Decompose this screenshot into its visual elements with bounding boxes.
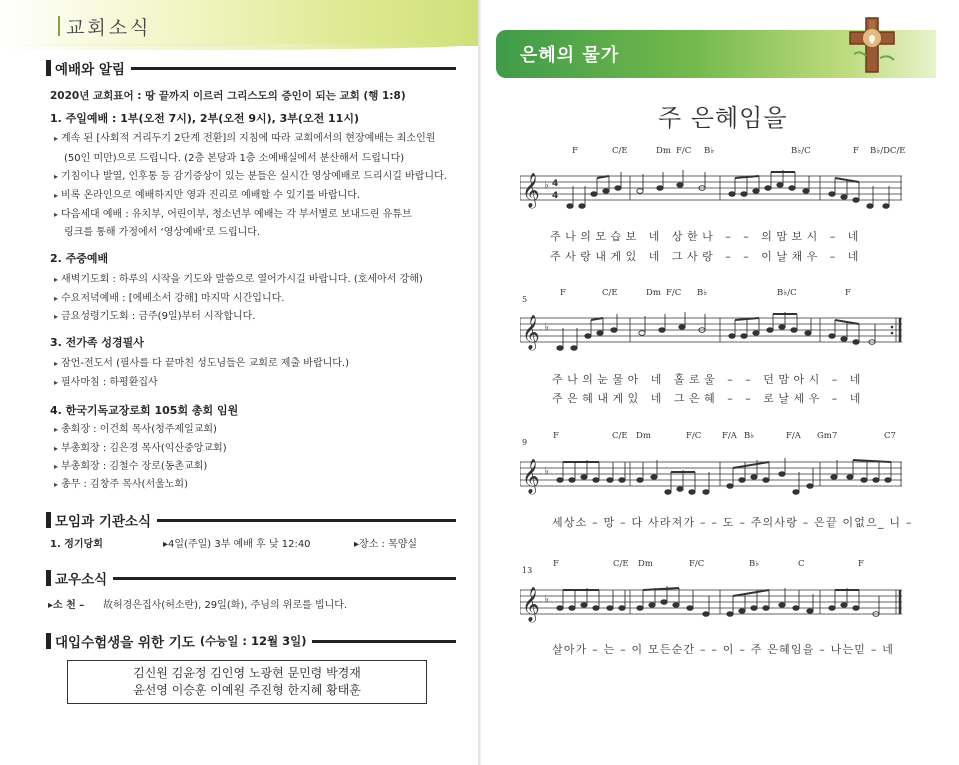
sunday-worship-title: 1. 주일예배 : 1부(오전 7시), 2부(오전 9시), 3부(오전 11시): [50, 112, 359, 125]
page-title: 교회소식: [66, 17, 152, 39]
chord-label: C/E: [602, 288, 618, 298]
cross-icon: [836, 14, 908, 76]
chord-label: Gm7: [817, 431, 838, 441]
chord-label: B♭: [704, 146, 715, 156]
hymn-page: [480, 0, 959, 765]
section-title: 대입수험생을 위한 기도: [55, 635, 195, 651]
chord-label: B♭/C: [777, 288, 797, 298]
chord-label: C: [798, 559, 805, 569]
music-staff-3: [520, 448, 902, 508]
meeting-place: ▸장소 : 목양실: [354, 539, 418, 550]
section-title: 예배와 알림: [55, 62, 125, 78]
list-item: ▸ 총회장 : 이건희 목사(청주제일교회): [54, 420, 217, 435]
section-title: 모임과 기관소식: [55, 514, 151, 530]
heading-rule: [113, 577, 456, 580]
chord-label: B♭: [749, 559, 760, 569]
chord-label: F: [845, 288, 851, 298]
exam-date-note: (수능일 : 12월 3일): [199, 634, 307, 648]
chord-label: C/E: [613, 559, 629, 569]
chord-label: F: [572, 146, 578, 156]
chord-label: C/E: [612, 146, 628, 156]
chord-label: B♭/DC/E: [870, 146, 906, 156]
student-names-line: 윤선영 이승훈 이예원 주진형 한지혜 황태훈: [133, 683, 361, 697]
svg-text:♭: ♭: [544, 180, 549, 191]
list-item: ▸ 새벽기도회 : 하루의 시작을 기도와 말씀으로 열어가시길 바랍니다. (호세아서 강해): [54, 270, 423, 285]
band-title: 은혜의 물가: [520, 45, 620, 66]
heading-rule: [312, 640, 456, 643]
chord-label: F/C: [666, 288, 682, 298]
assembly-officers-title: 4. 한국기독교장로회 105회 총회 임원: [50, 404, 239, 417]
chord-label: Dm: [656, 146, 671, 156]
chord-label: B♭/C: [791, 146, 811, 156]
list-item-continued: 링크를 통해 가정에서 ‘영상예배’로 드립니다.: [64, 227, 261, 238]
list-item: ▸ 수요저녁예배 : [에베소서 강해] 마지막 시간입니다.: [54, 289, 284, 304]
chord-label: Dm: [636, 431, 651, 441]
member-news-text: 故허경은집사(허소란), 29일(화), 주님의 위로를 빕니다.: [103, 600, 348, 611]
lyrics-line: 주사랑내게있 네 그사랑 – – 이날채우 – 네: [550, 250, 863, 263]
church-news-page: [0, 0, 478, 765]
lyrics-line: 살아가 – 는 – 이 모든순간 – – 이 – 주 은혜임을 – 나는믿 – 네: [552, 643, 895, 656]
section-heading-meetings: [46, 510, 456, 530]
chord-label: F/C: [676, 146, 692, 156]
section-heading-members: [46, 568, 456, 588]
list-item: ▸ 기침이나 발열, 인후통 등 감기증상이 있는 분들은 실시간 영상예배로 드리시길 바랍니다.: [54, 167, 447, 182]
lyrics-line: 주은혜내게있 네 그은혜 – – 로날세우 – 네: [552, 392, 865, 405]
heading-marker: [46, 570, 51, 586]
chord-label: F: [853, 146, 859, 156]
chord-label: F/A: [722, 431, 737, 441]
chord-label: F/C: [686, 431, 702, 441]
heading-marker: [46, 60, 51, 76]
list-item: ▸ 부총회장 : 김철수 장로(동촌교회): [54, 457, 207, 472]
song-title: 주 은혜임을: [658, 104, 788, 132]
chord-label: F: [858, 559, 864, 569]
music-staff-2: [520, 304, 902, 364]
measure-number: 5: [522, 295, 528, 304]
heading-marker: [46, 633, 51, 649]
chord-label: F/A: [786, 431, 801, 441]
list-item: ▸ 필사마침 : 하평환집사: [54, 373, 158, 388]
svg-text:𝄞: 𝄞: [522, 459, 540, 494]
svg-text:♭: ♭: [544, 322, 549, 333]
heading-rule: [131, 67, 456, 70]
svg-text:𝄞: 𝄞: [522, 173, 540, 208]
chord-label: C7: [884, 431, 896, 441]
church-motto: 2020년 교회표어 : 땅 끝까지 이르러 그리스도의 증인이 되는 교회 (행 1:8): [50, 90, 406, 102]
student-names-line: 김신원 김윤정 김인영 노광현 문민령 박경재: [133, 666, 361, 680]
svg-text:4: 4: [552, 191, 559, 201]
heading-marker: [46, 512, 51, 528]
lyrics-line: 세상소 – 망 – 다 사라져가 – – 도 – 주의사랑 – 은끝 이없으_ 니 –: [552, 516, 913, 529]
list-item: ▸ 계속 된 [사회적 거리두기 2단계 전환]의 지침에 따라 교회에서의 현장예배는 최소인원: [54, 129, 435, 144]
list-item: ▸ 부총회장 : 김은경 목사(익산중앙교회): [54, 439, 227, 454]
member-news-label: ▸소 천 –: [48, 600, 85, 611]
chord-label: F: [553, 559, 559, 569]
student-names-box: [67, 660, 427, 704]
list-item: ▸ 총무 : 김창주 목사(서울노회): [54, 475, 188, 490]
section-heading-prayer: [46, 631, 456, 651]
header-divider: [58, 16, 60, 36]
svg-text:𝄞: 𝄞: [522, 315, 540, 350]
weekday-worship-title: 2. 주중예배: [50, 252, 109, 265]
bible-copying-title: 3. 전가족 성경필사: [50, 336, 144, 349]
svg-text:♭: ♭: [544, 466, 549, 477]
music-staff-4: [520, 576, 902, 636]
measure-number: 13: [522, 566, 533, 575]
chord-label: F: [560, 288, 566, 298]
meeting-time: ▸4일(주일) 3부 예배 후 낮 12:40: [163, 539, 311, 550]
measure-number: 9: [522, 438, 528, 447]
meeting-title: 1. 정기당회: [50, 539, 103, 550]
chord-label: Dm: [638, 559, 653, 569]
list-item: ▸ 다음세대 예배 : 유치부, 어린이부, 청소년부 예배는 각 부서별로 보내드린 유튜브: [54, 205, 412, 220]
chord-label: Dm: [646, 288, 661, 298]
list-item: ▸ 잠언-전도서 (필사를 다 끝마친 성도님들은 교회로 제출 바랍니다.): [54, 354, 349, 369]
chord-label: C/E: [612, 431, 628, 441]
section-heading-worship: [46, 58, 456, 78]
chord-label: F/C: [689, 559, 705, 569]
chord-label: F: [553, 431, 559, 441]
lyrics-line: 주나의모습보 네 상한나 – – 의맘보시 – 네: [550, 230, 863, 243]
music-staff-1: [520, 162, 902, 222]
list-item-continued: (50인 미만)으로 드립니다. (2층 본당과 1층 소예배실에서 분산해서 드립니다): [64, 153, 405, 164]
lyrics-line: 주나의눈물아 네 홀로울 – – 던맘아시 – 네: [552, 373, 865, 386]
chord-label: B♭: [697, 288, 708, 298]
svg-text:𝄞: 𝄞: [522, 587, 540, 622]
chord-label: B♭: [744, 431, 755, 441]
list-item: ▸ 금요성령기도회 : 금주(9일)부터 시작합니다.: [54, 307, 256, 322]
section-title: 교우소식: [55, 572, 108, 588]
svg-text:4: 4: [552, 179, 559, 189]
heading-rule: [157, 519, 456, 522]
list-item: ▸ 비록 온라인으로 예배하지만 영과 진리로 예배할 수 있기를 바랍니다.: [54, 186, 360, 201]
svg-text:♭: ♭: [544, 594, 549, 605]
